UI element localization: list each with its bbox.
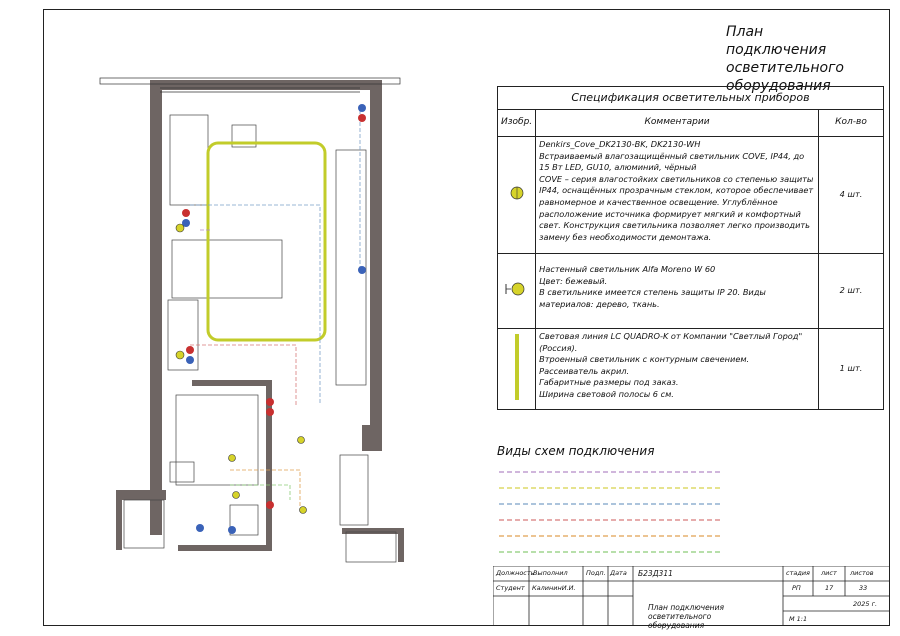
sheet-title: План подключения осветительного оборудования	[726, 24, 844, 94]
sheet: 17	[825, 584, 834, 592]
year: 2025 г.	[853, 600, 878, 608]
h-sheet: лист	[821, 569, 837, 577]
wall-light-icon	[498, 254, 536, 329]
row2-qty: 2 шт.	[819, 254, 884, 329]
wiring	[190, 110, 360, 510]
row1-line2: Встраиваемый влагозащищённый светильник COVE, IP44, до 15 Вт LED, GU10, алюминий, чёрный	[539, 150, 805, 173]
spec-caption: Спецификация осветительных приборов	[498, 87, 884, 110]
h-done: Выполнил	[533, 569, 568, 577]
header-qty: Кол-во	[819, 110, 884, 137]
h-date: Дата	[610, 569, 627, 577]
light-line-contour	[208, 143, 325, 340]
row3-line1: Световая линия LC QUADRO-K от Компании "Светлый Город" (Россия).	[539, 331, 803, 353]
scheme-legend	[497, 466, 727, 556]
header-image: Изобр.	[498, 110, 536, 137]
sheets: 33	[859, 584, 868, 592]
row2-line2: Цвет: бежевый.	[539, 275, 608, 286]
row3-line4: Габаритные размеры под заказ.	[539, 377, 679, 388]
row1-qty: 4 шт.	[819, 137, 884, 254]
spec-table	[497, 86, 884, 410]
h-sheets: листов	[850, 569, 874, 577]
row1-line1: Denkirs_Cove_DK2130-BK, DK2130-WH	[539, 139, 701, 149]
stamp-sheet-name: План подключения осветительного оборудования	[648, 603, 724, 630]
light-line-icon	[498, 329, 536, 410]
row3-qty: 1 шт.	[819, 329, 884, 410]
row3-line3: Рассеиватель акрил.	[539, 365, 630, 376]
row3-line2: Втроенный светильник с контурным свечением.	[539, 354, 750, 365]
stage: РП	[792, 584, 801, 592]
project-code: Б23Д311	[638, 569, 673, 578]
h-role: Должность	[496, 569, 535, 577]
table-row	[498, 254, 884, 329]
row2-line1: Настенный светильник Alfa Moreno W 60	[539, 264, 716, 274]
title-block	[493, 566, 890, 630]
row1-line3: COVE – серия влагостойких светильников со степенью защиты IP44, оснащённых прозрачным стеклом, которое обеспечивает равномерное и качественное освещение. Углублённое расположение источника формирует мягкий и комфортный свет. Конструкция светильника позволяет легко производить замену без необходимости демонтажа.	[539, 173, 814, 242]
walls	[116, 80, 404, 562]
row3-line5: Ширина световой полосы 6 см.	[539, 388, 674, 399]
role: Студент	[496, 584, 525, 592]
h-stage: стадия	[786, 569, 810, 577]
table-row	[498, 329, 884, 410]
row2-line3: В светильнике имеется степень защиты IP 20. Виды материалов: дерево, ткань.	[539, 287, 766, 309]
schemes-title: Виды схем подключения	[497, 444, 655, 458]
header-comments: Комментарии	[536, 110, 819, 137]
recessed-light-icon	[498, 137, 536, 254]
scale: М 1:1	[789, 615, 808, 623]
h-sign: Подп.	[586, 569, 606, 577]
author: КалининИ.И.	[532, 584, 576, 592]
table-row	[498, 137, 884, 254]
sockets	[182, 104, 366, 534]
